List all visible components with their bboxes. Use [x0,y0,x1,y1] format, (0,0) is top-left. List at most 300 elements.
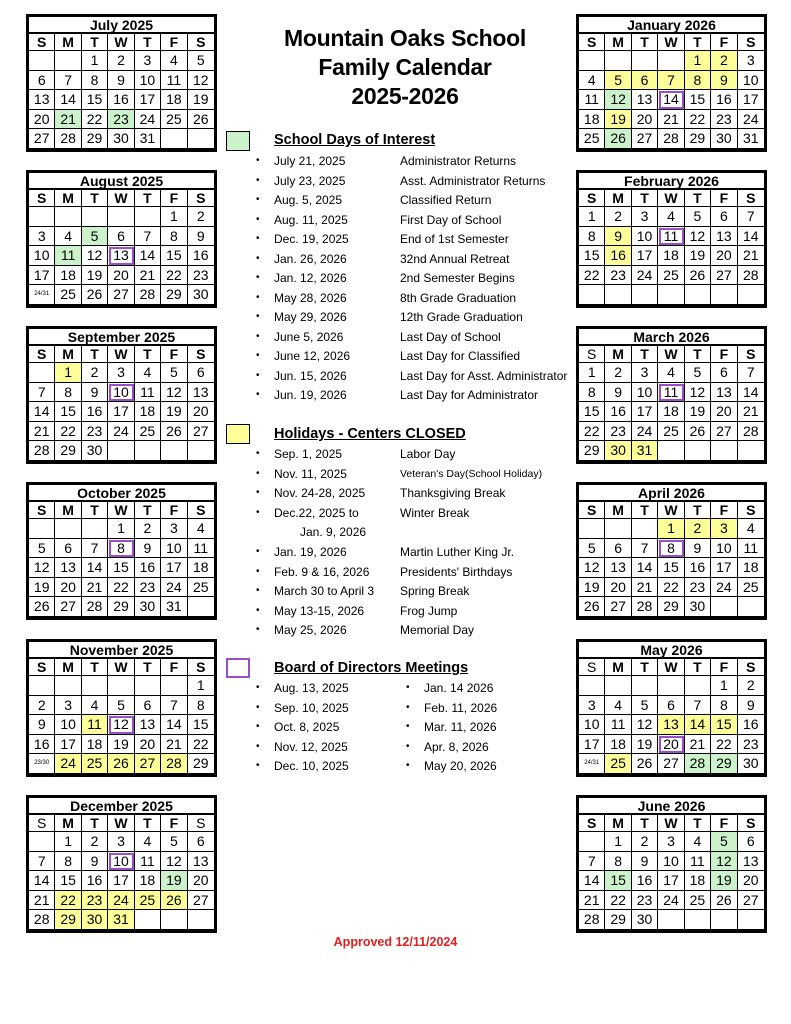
bullet-icon: • [256,585,260,597]
day-cell: 25 [658,266,684,286]
weekday-header: M [55,346,81,363]
weekday-header: M [605,659,631,676]
board-meetings-title: Board of Directors Meetings [274,660,469,676]
day-cell: 30 [188,285,214,305]
day-cell: 25 [685,891,711,911]
empty-day-cell [605,51,631,71]
day-cell: 3 [632,363,658,383]
day-cell: 20 [29,110,55,130]
day-cell: 15 [579,246,605,266]
bullet-icon: • [406,721,410,733]
empty-day-cell [711,597,737,617]
weekday-header: F [161,346,187,363]
day-cell: 4 [135,832,161,852]
weekday-header: T [685,346,711,363]
bullet-icon: • [256,213,260,225]
day-cell: 18 [658,402,684,422]
empty-day-cell [29,832,55,852]
empty-day-cell [29,207,55,227]
day-cell: 16 [108,90,134,110]
event-row [256,466,586,486]
event-row [256,348,586,368]
day-cell: 19 [161,402,187,422]
day-cell: 21 [579,891,605,911]
day-cell: 5 [579,539,605,559]
day-cell: 10 [711,539,737,559]
event-date: Nov. 24-28, 2025 [274,486,366,501]
board-meeting-date: Dec. 10, 2025 [274,759,349,774]
day-cell: 14 [55,90,81,110]
weekday-header: W [108,815,134,832]
day-cell: 15 [82,90,108,110]
day-cell: 23 [632,891,658,911]
empty-day-cell [82,519,108,539]
calendar-grid [29,346,214,461]
day-cell: 6 [108,227,134,247]
day-cell: 28 [161,754,187,774]
weekday-header: M [605,34,631,51]
day-cell: 25 [82,754,108,774]
day-cell: 23 [711,110,737,130]
day-cell: 11 [135,383,161,403]
day-cell: 1 [658,519,684,539]
school-days-legend-swatch [226,131,250,151]
calendar-grid [579,502,764,617]
day-cell: 22 [658,578,684,598]
day-cell: 28 [658,129,684,149]
day-cell: 23/30 [29,754,55,774]
board-meeting-date: Mar. 11, 2026 [424,720,497,735]
empty-day-cell [738,910,764,930]
day-cell: 26 [161,422,187,442]
day-cell: 12 [605,90,631,110]
empty-day-cell [135,676,161,696]
day-cell: 4 [55,227,81,247]
day-cell: 11 [685,852,711,872]
day-cell: 11 [55,246,81,266]
day-cell: 17 [108,871,134,891]
event-description: Last Day for Classified [400,349,521,363]
weekday-header: T [632,190,658,207]
day-cell: 27 [135,754,161,774]
day-cell: 24 [108,422,134,442]
day-cell: 8 [161,227,187,247]
day-cell: 13 [108,246,134,266]
event-date: Dec.22, 2025 to [274,505,359,520]
day-cell: 13 [738,852,764,872]
event-description: Classified Return [400,193,492,207]
day-cell: 1 [579,363,605,383]
event-date: Jun. 15, 2026 [274,368,347,383]
day-cell: 27 [711,266,737,286]
day-cell: 8 [55,852,81,872]
event-row [256,309,586,329]
calendar-jul2025 [26,14,217,152]
event-row [256,603,586,623]
holidays-title: Holidays - Centers CLOSED [274,426,466,442]
weekday-header: T [82,815,108,832]
weekday-header: T [632,502,658,519]
day-cell: 18 [161,90,187,110]
weekday-header: F [711,659,737,676]
empty-day-cell [738,285,764,305]
day-cell: 10 [29,246,55,266]
board-meeting-date: Nov. 12, 2025 [274,739,348,754]
day-cell: 3 [658,832,684,852]
day-cell: 4 [82,696,108,716]
day-cell: 20 [711,402,737,422]
day-cell: 31 [161,597,187,617]
day-cell: 21 [161,735,187,755]
empty-day-cell [658,285,684,305]
weekday-header: F [161,815,187,832]
event-date: July 23, 2025 [274,173,346,188]
day-cell: 9 [108,71,134,91]
day-cell: 5 [711,832,737,852]
day-cell: 23 [605,266,631,286]
day-cell: 30 [605,441,631,461]
day-cell: 19 [685,402,711,422]
day-cell: 20 [55,578,81,598]
empty-day-cell [658,910,684,930]
board-meeting-date: Sep. 10, 2025 [274,700,349,715]
day-cell: 24/31 [29,285,55,305]
day-cell: 10 [632,383,658,403]
empty-day-cell [108,676,134,696]
day-cell: 10 [108,383,134,403]
day-cell: 28 [632,597,658,617]
calendar-dec2025 [26,795,217,933]
weekday-header: T [82,659,108,676]
day-cell: 3 [29,227,55,247]
day-cell: 12 [579,558,605,578]
calendar-title: July 2025 [29,17,214,34]
event-row [256,270,586,290]
day-cell: 13 [658,715,684,735]
weekday-header: S [29,190,55,207]
day-cell: 6 [55,539,81,559]
day-cell: 16 [605,246,631,266]
calendar-nov2025 [26,639,217,777]
day-cell: 22 [605,891,631,911]
calendar-grid [29,659,214,774]
bullet-icon: • [256,546,260,557]
day-cell: 15 [108,558,134,578]
day-cell: 6 [188,832,214,852]
bullet-icon: • [256,369,260,381]
day-cell: 21 [29,891,55,911]
calendar-aug2025 [26,170,217,308]
day-cell: 13 [188,383,214,403]
approved-note: Approved 12/11/2024 [333,935,458,949]
day-cell: 7 [738,207,764,227]
calendar-title: January 2026 [579,17,764,34]
event-date: July 21, 2025 [274,154,346,168]
holidays-legend-swatch [226,424,250,444]
day-cell: 11 [658,383,684,403]
day-cell: 2 [632,832,658,852]
day-cell: 11 [658,227,684,247]
bullet-icon: • [256,682,260,693]
day-cell: 29 [108,597,134,617]
weekday-header: S [29,815,55,832]
weekday-header: W [658,659,684,676]
event-description: 12th Grade Graduation [400,310,523,324]
day-cell: 5 [108,696,134,716]
event-date: Sep. 1, 2025 [274,447,343,461]
day-cell: 12 [685,227,711,247]
day-cell: 6 [29,71,55,91]
day-cell: 3 [711,519,737,539]
day-cell: 27 [55,597,81,617]
day-cell: 1 [605,832,631,852]
bullet-icon: • [256,272,260,283]
day-cell: 17 [579,735,605,755]
weekday-header: S [188,502,214,519]
empty-day-cell [161,910,187,930]
day-cell: 6 [711,363,737,383]
day-cell: 5 [82,227,108,247]
calendar-grid [579,659,764,774]
empty-day-cell [135,207,161,227]
day-cell: 11 [579,90,605,110]
weekday-header: T [632,815,658,832]
day-cell: 28 [579,910,605,930]
day-cell: 11 [161,71,187,91]
event-date: May 28, 2026 [274,290,347,305]
day-cell: 30 [685,597,711,617]
day-cell: 13 [605,558,631,578]
day-cell: 26 [711,891,737,911]
day-cell: 28 [738,422,764,442]
day-cell: 8 [82,71,108,91]
day-cell: 22 [55,422,81,442]
event-row [256,544,586,564]
event-row [256,329,586,349]
day-cell: 17 [135,90,161,110]
day-cell: 4 [685,832,711,852]
weekday-header: T [685,190,711,207]
day-cell: 31 [632,441,658,461]
day-cell: 19 [29,578,55,598]
event-description: Last Day for Asst. Administrator [400,368,568,383]
day-cell: 28 [685,754,711,774]
day-cell: 15 [161,246,187,266]
day-cell: 29 [55,441,81,461]
day-cell: 29 [658,597,684,617]
day-cell: 14 [579,871,605,891]
day-cell: 6 [658,696,684,716]
empty-day-cell [711,441,737,461]
day-cell: 29 [711,754,737,774]
day-cell: 13 [135,715,161,735]
day-cell: 21 [135,266,161,286]
board-meeting-date: Feb. 11, 2026 [424,700,498,715]
event-date: June 5, 2026 [274,329,344,344]
calendar-grid [579,815,764,930]
day-cell: 25 [188,578,214,598]
day-cell: 11 [135,852,161,872]
day-cell: 16 [188,246,214,266]
event-date: Jan. 26, 2026 [274,251,347,266]
school-days-title: School Days of Interest [274,132,436,148]
event-row [256,251,586,271]
day-cell: 2 [29,696,55,716]
empty-day-cell [161,129,187,149]
day-cell: 3 [108,832,134,852]
event-row [256,505,586,525]
day-cell: 17 [632,402,658,422]
empty-day-cell [605,519,631,539]
day-cell: 1 [685,51,711,71]
empty-day-cell [605,676,631,696]
day-cell: 6 [188,363,214,383]
day-cell: 23 [135,578,161,598]
day-cell: 15 [658,558,684,578]
day-cell: 30 [632,910,658,930]
day-cell: 10 [161,539,187,559]
day-cell: 30 [135,597,161,617]
day-cell: 4 [738,519,764,539]
calendar-may2026 [576,639,767,777]
calendar-grid [29,502,214,617]
day-cell: 16 [135,558,161,578]
empty-day-cell [188,910,214,930]
weekday-header: S [579,190,605,207]
day-cell: 19 [605,110,631,130]
bullet-icon: • [256,448,260,459]
day-cell: 30 [82,441,108,461]
event-date: May 29, 2026 [274,310,347,324]
day-cell: 8 [108,539,134,559]
empty-day-cell [29,363,55,383]
day-cell: 5 [685,207,711,227]
empty-day-cell [711,285,737,305]
weekday-header: S [188,190,214,207]
bullet-icon: • [256,311,260,322]
empty-day-cell [55,676,81,696]
empty-day-cell [579,51,605,71]
day-cell: 26 [188,110,214,130]
day-cell: 14 [82,558,108,578]
day-cell: 7 [82,539,108,559]
event-date: May 13-15, 2026 [274,603,365,618]
day-cell: 25 [605,754,631,774]
day-cell: 12 [685,383,711,403]
bullet-icon: • [256,194,260,205]
day-cell: 14 [632,558,658,578]
day-cell: 24/31 [579,754,605,774]
event-row [256,368,586,388]
event-row [256,446,586,466]
weekday-header: M [605,815,631,832]
day-cell: 22 [188,735,214,755]
day-cell: 20 [135,735,161,755]
event-date: Aug. 5, 2025 [274,193,343,207]
empty-day-cell [579,832,605,852]
weekday-header: S [738,502,764,519]
weekday-header: T [82,34,108,51]
day-cell: 19 [579,578,605,598]
day-cell: 20 [188,402,214,422]
weekday-header: M [55,190,81,207]
day-cell: 20 [738,871,764,891]
day-cell: 14 [29,871,55,891]
weekday-header: T [82,190,108,207]
bullet-icon: • [256,565,260,577]
day-cell: 21 [685,735,711,755]
calendar-mar2026 [576,326,767,464]
calendar-title: September 2025 [29,329,214,346]
day-cell: 29 [579,441,605,461]
weekday-header: W [658,346,684,363]
empty-day-cell [29,519,55,539]
bullet-icon: • [256,701,260,713]
title-line-1: Mountain Oaks School [284,25,526,51]
calendar-grid [29,815,214,930]
day-cell: 19 [188,90,214,110]
event-description: Administrator Returns [400,154,517,168]
day-cell: 10 [135,71,161,91]
day-cell: 22 [161,266,187,286]
day-cell: 5 [605,71,631,91]
event-description: Presidents' Birthdays [400,564,513,579]
event-row [256,485,586,505]
empty-day-cell [55,207,81,227]
day-cell: 26 [108,754,134,774]
day-cell: 26 [161,891,187,911]
day-cell: 9 [711,71,737,91]
calendar-title: April 2026 [579,485,764,502]
day-cell: 21 [632,578,658,598]
day-cell: 17 [711,558,737,578]
empty-day-cell [55,51,81,71]
day-cell: 25 [579,129,605,149]
day-cell: 9 [29,715,55,735]
event-date: June 12, 2026 [274,349,351,363]
day-cell: 7 [161,696,187,716]
weekday-header: S [188,346,214,363]
day-cell: 18 [605,735,631,755]
empty-day-cell [711,910,737,930]
event-description: End of 1st Semester [400,232,509,246]
day-cell: 16 [82,871,108,891]
day-cell: 29 [82,129,108,149]
day-cell: 22 [579,266,605,286]
weekday-header: W [658,190,684,207]
weekday-header: F [161,502,187,519]
day-cell: 8 [711,696,737,716]
day-cell: 1 [82,51,108,71]
event-date: March 30 to April 3 [274,584,375,599]
event-date: Dec. 19, 2025 [274,232,349,246]
day-cell: 14 [738,383,764,403]
weekday-header: T [135,502,161,519]
day-cell: 17 [161,558,187,578]
day-cell: 12 [108,715,134,735]
weekday-header: M [605,346,631,363]
day-cell: 3 [55,696,81,716]
day-cell: 19 [161,871,187,891]
board-meeting-date: Oct. 8, 2025 [274,720,340,735]
empty-day-cell [738,597,764,617]
day-cell: 29 [161,285,187,305]
weekday-header: S [579,815,605,832]
day-cell: 12 [632,715,658,735]
day-cell: 8 [188,696,214,716]
event-description: Spring Break [400,584,470,599]
day-cell: 1 [711,676,737,696]
